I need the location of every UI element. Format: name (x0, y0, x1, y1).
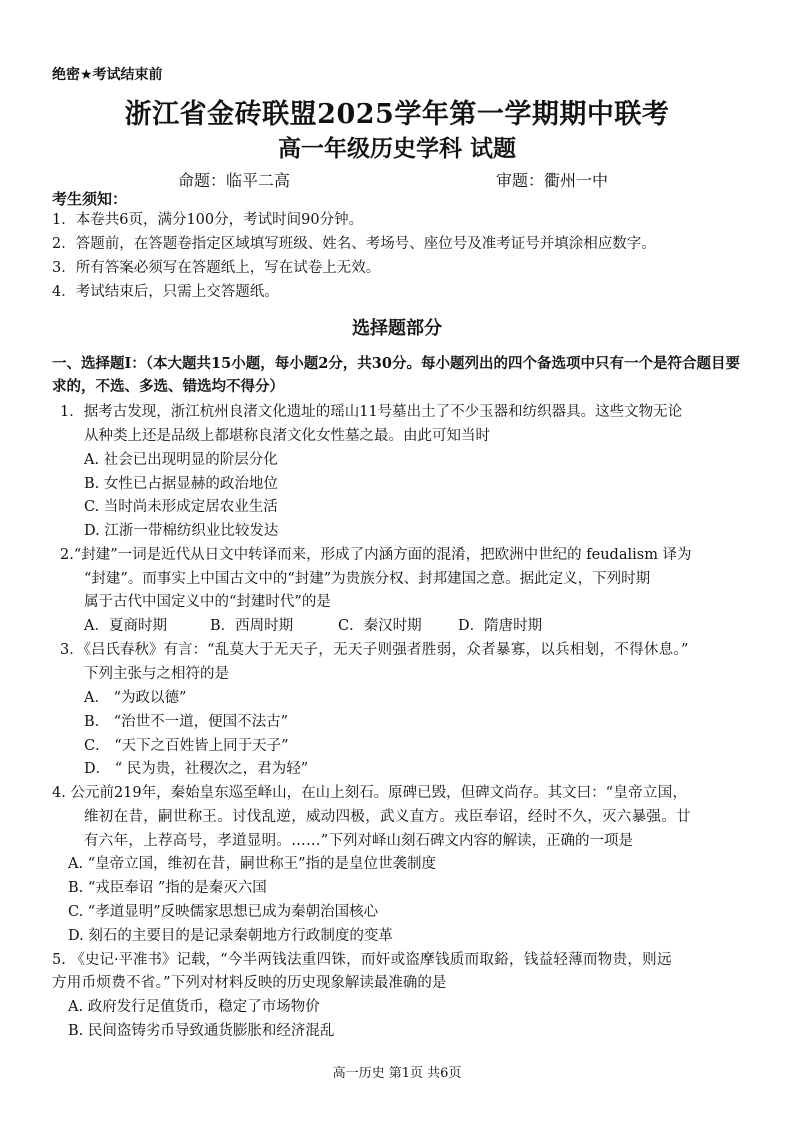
q3-option-c: C． “天下之百姓皆上同于天子” (84, 738, 289, 754)
q5-quote: “今半两钱法重四铢，而奸或盗摩钱质而取鋊，钱益轻薄而物贵，则远 (220, 952, 672, 968)
q4-quote-start: “皇帝立国， (605, 785, 688, 801)
q2-option-a: A．夏商时期 (84, 618, 167, 634)
notice-item: 1．本卷共6页，满分100分，考试时间90分钟。 (52, 212, 364, 228)
q1-option-a: A. 社会已出现明显的阶层分化 (84, 452, 278, 468)
q5-option-a: A. 政府发行足值货币，稳定了市场物价 (68, 999, 320, 1015)
exam-subtitle: 高一年级历史学科 试题 (277, 135, 516, 162)
notice-item: 2．答题前，在答题卷指定区域填写班级、姓名、考场号、座位号及准考证号并填涂相应数字。 (52, 236, 656, 252)
q1-option-c: C. 当时尚未形成定居农业生活 (84, 499, 278, 515)
q2-option-c: C．秦汉时期 (338, 618, 422, 634)
q4-option-b: B. “戎臣奉诏 ”指的是秦灭六国 (68, 880, 267, 896)
q3-option-a: A． “为政以德” (84, 690, 187, 706)
q4-stem-line1 (52, 781, 687, 802)
q4-option-c: C. “孝道显明”反映儒家思想已成为秦朝治国核心 (68, 904, 379, 920)
exam-title: 浙江省金砖联盟2025学年第一学期期中联考 (124, 99, 670, 130)
q3-option-b: B． “治世不一道，便国不法古” (84, 714, 289, 730)
q2-stem-line1: 2.“封建”一词是近代从日文中转译而来，形成了内涵方面的混淆，把欧洲中世纪的 feudalism 译为 (60, 547, 692, 563)
q1-option-b: B. 女性已占据显赫的政治地位 (84, 476, 278, 492)
q5-question: 下列对材料反映的历史现象解读最准确的是 (170, 975, 447, 991)
q3-stem-line1 (60, 638, 689, 659)
q2-option-b: B．西周时期 (210, 618, 294, 634)
q2-stem-line2: “封建”。而事实上中国古文中的“封建”为贵族分权、封邦建国之意。据此定义，下列时期 (84, 571, 651, 587)
q4-option-d: D. 刻石的主要目的是记录秦朝地方行政制度的变革 (68, 928, 393, 944)
q4-stem-line2: 维初在昔，嗣世称王。讨伐乱逆，威动四极，武义直方。戎臣奉诏，经时不久，灭六暴强。廿 (84, 809, 691, 825)
q4-stem-line3 (84, 829, 633, 850)
q5-stem-line2 (52, 971, 446, 992)
q5-stem-intro: 5. 《史记·平准书》记载， (52, 952, 221, 968)
confidential-label: 绝密★考试结束前 (52, 67, 163, 83)
notice-title: 考生须知： (52, 190, 128, 208)
q3-option-d: D． “ 民为贵，社稷次之，君为轻” (84, 761, 309, 777)
q5-option-b: B. 民间盗铸劣币导致通货膨胀和经济混乱 (68, 1023, 335, 1039)
author-line: 命题：临平二高 (178, 171, 291, 190)
notice-item: 4．考试结束后，只需上交答题纸。 (52, 284, 279, 300)
q2-stem-line3: 属于古代中国定义中的“封建时代”的是 (84, 594, 331, 610)
part-heading: 一、选择题Ⅰ：（本大题共15小题，每小题2分，共30分。每小题列出的四个备选项中只有一个是符合题目要求的，不选、多选、错选均不得分） (52, 355, 740, 395)
q3-stem-line2: 下列主张与之相符的是 (84, 666, 229, 682)
q4-question: 下列对峄山刻石碑文内容的解读，正确的一项是 (328, 833, 634, 849)
q1-stem-line1: 1．据考古发现，浙江杭州良渚文化遗址的瑶山11号墓出土了不少玉器和纺织器具。这些文物无论 (60, 404, 683, 420)
q1-stem-line2: 从种类上还是品级上都堪称良渚文化女性墓之最。由此可知当时 (84, 428, 490, 444)
q3-quote: “乱莫大于无天子，无天子则强者胜弱，众者暴寡，以兵相刬，不得休息。” (206, 642, 689, 658)
notice-item: 3．所有答案必须写在答题纸上，写在试卷上无效。 (52, 260, 381, 276)
q5-stem-line1 (52, 948, 672, 969)
q4-quote-end: 有六年，上荐高号，孝道显明。……” (84, 833, 329, 849)
reviewer-line: 审题：衢州一中 (496, 171, 609, 190)
q5-quote-end: 方用币烦费不省。” (52, 975, 171, 991)
q4-option-a: A. “皇帝立国，维初在昔，嗣世称王”指的是皇位世袭制度 (68, 856, 437, 872)
page-footer: 高一历史 第1页 共6页 (332, 1066, 462, 1081)
q3-stem-intro: 3．《吕氏春秋》有言： (60, 642, 207, 658)
q1-option-d: D. 江浙一带棉纺织业比较发达 (84, 523, 279, 539)
section-title: 选择题部分 (352, 318, 442, 339)
q2-option-d: D．隋唐时期 (458, 618, 543, 634)
q4-stem-intro: 4. 公元前219年，秦始皇东巡至峄山，在山上刻石。原碑已毁，但碑文尚存。其文曰： (52, 785, 606, 801)
